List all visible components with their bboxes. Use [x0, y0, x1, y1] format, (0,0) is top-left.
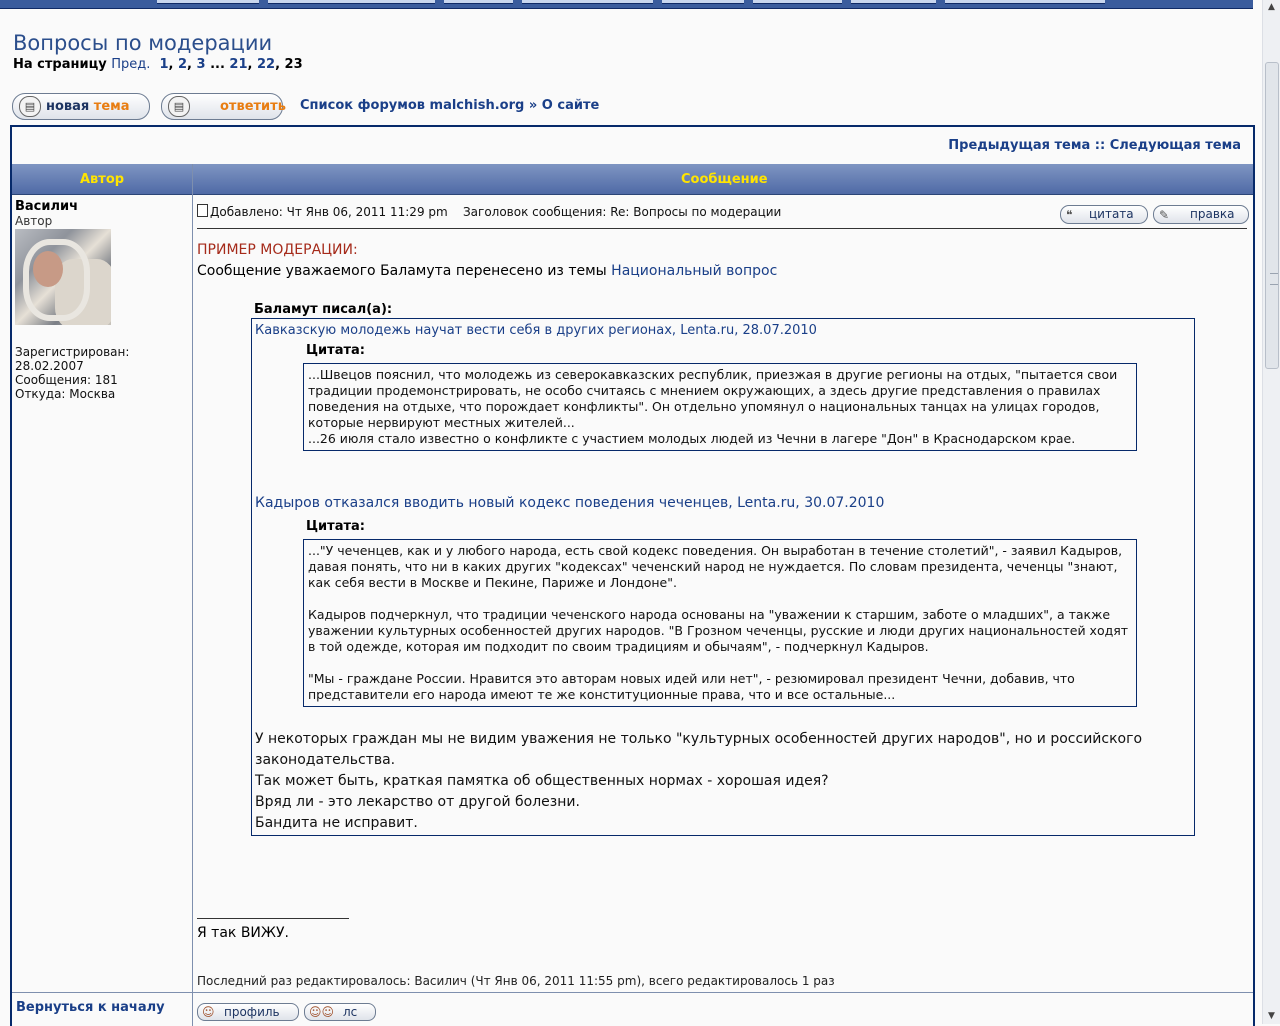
breadcrumb: [300, 98, 599, 113]
inner-quote-label-2: Цитата:: [306, 519, 365, 534]
document-icon: ▤: [168, 96, 190, 117]
pagination-current-page: 23: [284, 57, 303, 72]
breadcrumb-forum-list[interactable]: Список форумов malchish.org: [300, 98, 525, 113]
edit-button[interactable]: [1153, 205, 1249, 224]
vertical-scrollbar[interactable]: [1262, 0, 1280, 1024]
quote-button-label: цитата: [1089, 207, 1134, 221]
reply-button[interactable]: [161, 93, 286, 120]
profile-button[interactable]: [197, 1003, 299, 1021]
moderation-label: ПРИМЕР МОДЕРАЦИИ:: [197, 242, 358, 258]
edit-icon: ✎: [1159, 208, 1170, 222]
news-link-2[interactable]: Кадыров отказался вводить новый кодекс поведения чеченцев, Lenta.ru, 30.07.2010: [255, 495, 885, 511]
quote-2-paragraph-3: "Мы - граждане России. Нравится это авторам новых идей или нет", - резюмировал президент Чечни, добавив, что представители его народа имеют те же конституционные права, что и все остальные...: [308, 671, 1075, 702]
back-to-top-link[interactable]: Вернуться к началу: [16, 1000, 165, 1015]
moved-topic-link[interactable]: Национальный вопрос: [611, 263, 778, 279]
quote-1-paragraph-1: ...Швецов пояснил, что молодежь из северокавказских республик, приезжая в другие регионы на отдых, "пытается свои традиции продемонстрировать, не особо считаясь с мнением окружающих, а здесь другие представления о правилах поведения на отдыхе, что порождает конфликты". Он отдельно упомянул о национальных танцах на улицах городов, которые нервируют местных жителей...: [308, 367, 1118, 430]
topic-nav-separator: ::: [1094, 138, 1106, 153]
new-topic-label-a: новая: [46, 99, 90, 114]
breadcrumb-separator: »: [528, 98, 538, 113]
quote-1-paragraph-2: ...26 июля стало известно о конфликте с участием молодых людей из Чечни в лагере "Дон" в Краснодарском крае.: [308, 431, 1076, 446]
signature: Я так ВИЖУ.: [197, 925, 289, 941]
avatar: [15, 229, 111, 325]
profile-button-label: профиль: [224, 1005, 280, 1019]
author-cell: [15, 199, 190, 401]
pagination-page-22[interactable]: 22: [256, 57, 276, 72]
quote-button[interactable]: [1060, 205, 1148, 224]
column-divider: [192, 164, 193, 1026]
scroll-up-icon[interactable]: ▲: [1268, 2, 1275, 12]
top-nav-tab[interactable]: [851, 0, 936, 4]
grip-icon: [1270, 273, 1278, 285]
signature-divider: [197, 918, 349, 919]
pagination: На страницу Пред. 1, 2, 3 ... 21, 22, 23: [13, 57, 303, 72]
new-topic-button[interactable]: [12, 93, 150, 120]
quote-2-paragraph-1: ..."У чеченцев, как и у любого народа, есть свой кодекс поведения. Он выработан в течение столетий", - заявил Кадыров, давая понять, что ни в каких других "кодексах" чеченский народ не нуждается. По словам президента, чеченцы "знают, как себя вести в Москве и Пекине, Париже и Лондоне".: [308, 543, 1123, 590]
top-nav-bar: [0, 0, 1253, 9]
inner-quote-box-1: [303, 363, 1137, 451]
message-column-header: Сообщение: [681, 172, 768, 187]
pagination-page-21[interactable]: 21: [229, 57, 248, 72]
conclusion-line-4: Бандита не исправит.: [255, 815, 418, 831]
pagination-page-1[interactable]: 1: [159, 57, 169, 72]
author-name: Василич: [15, 199, 79, 214]
post-icon[interactable]: [197, 204, 208, 217]
moved-text: Сообщение уважаемого Баламута перенесено из темы: [197, 263, 607, 279]
document-icon: ▤: [19, 96, 41, 117]
pagination-ellipsis: ...: [210, 57, 225, 72]
pagination-page-2[interactable]: 2: [177, 57, 188, 72]
conclusion-line-1: У некоторых граждан мы не видим уважения не только "культурных особенностей других народов", но и российского законодательства.: [255, 731, 1143, 768]
edit-button-label: правка: [1190, 207, 1235, 221]
quote-2-paragraph-2: Кадыров подчеркнул, что традиции чеченского народа основаны на "уважении к старшим, заботе о младших", а также уважении культурных особенностей других народов. "В Грозном чеченцы, русские и люди других национальностей ходят в той одежде, которая им подходит по своим традициям и обычаям", - подчеркнул Кадыров.: [308, 607, 1129, 654]
author-location: Откуда: Москва: [15, 387, 116, 401]
quote-author: Баламут писал(а):: [254, 302, 393, 317]
next-topic-link[interactable]: Следующая тема: [1109, 138, 1241, 153]
post-footer-divider: [12, 992, 1253, 993]
user-icon: ☺: [202, 1005, 215, 1019]
top-nav-tab[interactable]: [157, 0, 259, 4]
topic-table: [10, 125, 1255, 1026]
news-link-1[interactable]: Кавказскую молодежь научат вести себя в других регионах, Lenta.ru, 28.07.2010: [255, 323, 817, 338]
inner-quote-box-2: [303, 539, 1137, 707]
scrollbar-thumb[interactable]: [1265, 62, 1279, 369]
top-nav-tab[interactable]: [268, 0, 435, 4]
top-nav-tab[interactable]: [753, 0, 842, 4]
private-message-label: лс: [343, 1005, 358, 1019]
prev-topic-link[interactable]: Предыдущая тема: [948, 138, 1091, 153]
scroll-down-icon[interactable]: ▼: [1268, 1011, 1275, 1021]
pagination-label: На страницу: [13, 57, 107, 72]
post-date: Добавлено: Чт Янв 06, 2011 11:29 pm: [210, 205, 448, 219]
edit-notice: Последний раз редактировалось: Василич (Чт Янв 06, 2011 11:55 pm), всего редактировалось 1 раз: [197, 974, 835, 988]
topic-nav-row: [12, 127, 1253, 165]
users-icon: ☺☺: [309, 1005, 335, 1019]
new-topic-label-b: тема: [93, 99, 130, 114]
breadcrumb-section[interactable]: О сайте: [541, 98, 600, 113]
top-nav-tab[interactable]: [945, 0, 1105, 4]
table-header: [12, 164, 1253, 195]
pagination-page-3[interactable]: 3: [196, 57, 206, 72]
page-title[interactable]: Вопросы по модерации: [13, 31, 273, 55]
top-nav-tab[interactable]: [522, 0, 653, 4]
registered-label: Зарегистрирован:: [15, 345, 130, 359]
registered-date: 28.02.2007: [15, 359, 84, 373]
pagination-prev[interactable]: Пред.: [111, 57, 151, 72]
conclusion-line-2: Так может быть, краткая памятка об общественных нормах - хорошая идея?: [255, 773, 829, 789]
author-column-header: Автор: [80, 172, 125, 187]
post-count: Сообщения: 181: [15, 373, 118, 387]
inner-quote-label-1: Цитата:: [306, 343, 365, 358]
post-header-divider: [197, 228, 1247, 229]
private-message-button[interactable]: [304, 1003, 376, 1021]
post-subject: Заголовок сообщения: Re: Вопросы по модерации: [462, 205, 782, 219]
top-nav-tab[interactable]: [444, 0, 513, 4]
top-nav-tab[interactable]: [662, 0, 744, 4]
reply-label: ответить: [220, 99, 286, 114]
author-rank: Автор: [15, 214, 53, 228]
quote-box: [251, 318, 1195, 836]
moved-notice: [197, 263, 777, 279]
quote-icon: ❝: [1066, 208, 1073, 222]
conclusion-line-3: Вряд ли - это лекарство от другой болезни.: [255, 794, 580, 810]
quote-conclusion: [255, 729, 1185, 834]
